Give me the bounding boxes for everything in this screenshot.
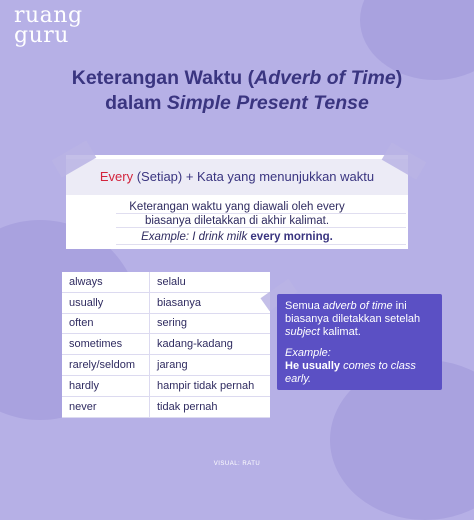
note-italic: adverb of time <box>322 300 393 312</box>
note-example-bold: He usually <box>285 360 341 372</box>
example-text: Example: I drink milk <box>141 231 251 243</box>
adverb-english: often <box>62 313 150 334</box>
note-example <box>285 347 434 386</box>
title-line1 <box>0 66 474 91</box>
note-italic: subject <box>285 326 320 338</box>
title-text: dalam <box>105 92 167 114</box>
note-example-rest: comes to class early. <box>285 360 416 385</box>
note-text-part: ini biasanya diletakkan setelah <box>285 300 421 325</box>
adverb-english: rarely/seldom <box>62 355 150 376</box>
note-text <box>285 300 434 339</box>
adverb-english: never <box>62 396 150 417</box>
table-row <box>62 334 270 355</box>
brand-logo-line2: guru <box>14 23 69 48</box>
table-row <box>62 292 270 313</box>
adverb-indonesian: biasanya <box>150 292 271 313</box>
rule-card <box>66 155 408 249</box>
adverb-indonesian: kadang-kadang <box>150 334 271 355</box>
page-title <box>0 66 474 116</box>
adverb-english: hardly <box>62 375 150 396</box>
title-text: Keterangan Waktu ( <box>71 67 255 89</box>
table-row <box>62 375 270 396</box>
adverb-indonesian: jarang <box>150 355 271 376</box>
adverb-table <box>62 272 270 418</box>
title-text: ) <box>395 67 403 89</box>
table-row <box>62 313 270 334</box>
title-italic: Adverb of Time <box>254 67 396 89</box>
title-line2 <box>0 91 474 116</box>
note-text-part: Semua <box>285 300 323 312</box>
rule-example <box>66 231 408 243</box>
brand-logo-line1: ruang <box>14 3 83 28</box>
adverb-english: sometimes <box>62 334 150 355</box>
title-italic: Simple Present Tense <box>166 92 369 114</box>
adverb-indonesian: selalu <box>150 272 271 292</box>
rule-formula <box>66 169 408 184</box>
table-row <box>62 396 270 417</box>
adverb-indonesian: hampir tidak pernah <box>150 375 271 396</box>
rule-description-line: biasanya diletakkan di akhir kalimat. <box>144 215 330 227</box>
example-bold: every morning. <box>250 231 333 243</box>
note-box <box>277 294 442 390</box>
ruled-line <box>116 244 406 245</box>
adverb-indonesian: tidak pernah <box>150 396 271 417</box>
visual-credit: VISUAL: RATU <box>213 461 261 467</box>
adverb-indonesian: sering <box>150 313 271 334</box>
adverb-english: usually <box>62 292 150 313</box>
rule-every: Every <box>99 169 134 184</box>
table-row <box>62 355 270 376</box>
note-example-label: Example: <box>285 347 331 359</box>
note-text-part: kalimat. <box>319 326 361 338</box>
rule-description <box>66 200 408 228</box>
brand-logo <box>14 3 83 48</box>
table-row <box>62 272 270 292</box>
adverb-english: always <box>62 272 150 292</box>
rule-description-line: Keterangan waktu yang diawali oleh every <box>129 201 345 213</box>
rule-rest: (Setiap) + Kata yang menunjukkan waktu <box>133 169 375 184</box>
